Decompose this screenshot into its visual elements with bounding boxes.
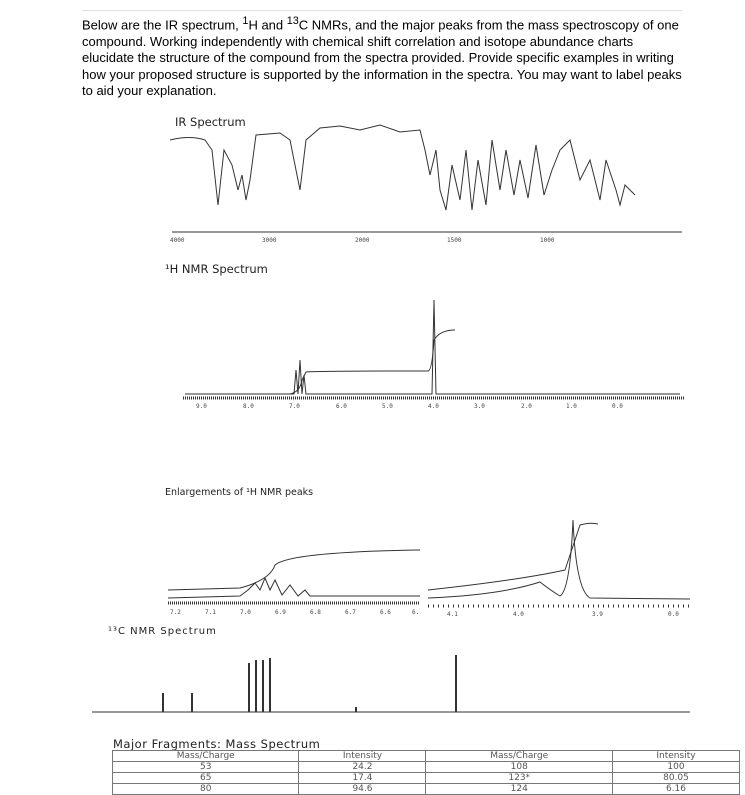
cnmr-title: ¹³C NMR Spectrum [108,626,217,637]
hnmr-tick: 5.0 [382,403,393,410]
enlarge-tick: 0.0 [668,611,679,618]
ir-tick: 1500 [447,237,462,244]
text: Intensity [299,751,426,762]
hnmr-tick: 9.0 [196,403,207,410]
enlarge-tick: 6.9 [275,609,286,616]
hnmr-integral [290,330,455,394]
text: 94.6 [299,784,426,795]
enlarge-tick: 6.8 [310,609,321,616]
hnmr-tick: 8.0 [243,403,254,410]
text: H and [248,17,287,33]
enlarge-tick: 4.1 [447,611,458,618]
hnmr-tick: 4.0 [428,403,439,410]
hnmr-tick: 7.0 [289,403,300,410]
hnmr-tick: 2.0 [521,403,532,410]
text: 100 [612,762,739,773]
text: 108 [426,762,612,773]
text: 124 [426,784,612,795]
text: 17.4 [299,773,426,784]
enlarge-tick: 6.6 [380,609,391,616]
enlarge-right-trace [428,520,690,599]
hnmr-trace [185,300,680,394]
text: 80 [113,784,299,795]
enlarge-tick: 6. [412,609,420,616]
enlargement-title: Enlargements of ¹H NMR peaks [165,487,314,498]
text: 123* [426,773,612,784]
mass-spectrum-table [112,750,740,795]
ir-tick: 2000 [355,237,370,244]
table-row [113,773,740,784]
enlarge-tick: 7.1 [205,609,216,616]
text: 24.2 [299,762,426,773]
text: 6.16 [612,784,739,795]
text: Mass/Charge [426,751,612,762]
mass-title: Major Fragments: Mass Spectrum [113,737,321,751]
text: 1 [242,15,249,27]
hnmr-tick: 3.0 [474,403,485,410]
text: 65 [113,773,299,784]
hnmr-tick: 0.0 [612,403,623,410]
text: Below are the IR spectrum, [82,17,243,33]
enlarge-tick: 7.0 [240,609,251,616]
text: Mass/Charge [113,751,299,762]
hnmr-tick: 6.0 [336,403,347,410]
ir-tick: 3000 [262,237,277,244]
hnmr-title: ¹H NMR Spectrum [165,262,268,276]
text: 13 [286,15,299,27]
enlarge-left-integral [168,550,420,590]
hnmr-tick: 1.0 [566,403,577,410]
enlarge-left-trace [168,578,420,598]
ir-trace [170,125,635,210]
enlarge-tick: 7.2 [170,609,181,616]
enlarge-tick: 3.9 [592,611,603,618]
enlarge-tick: 4.0 [513,611,524,618]
cnmr-peaks [163,655,456,712]
ir-title: IR Spectrum [175,115,246,129]
enlarge-tick: 6.7 [345,609,356,616]
text: 80.05 [612,773,739,784]
text: Intensity [612,751,739,762]
text: 53 [113,762,299,773]
text: C NMRs, and the major peaks from the mass spectroscopy of one compound. Working independently with chemical shift correlation and isotope abundance charts elucidate the structure of the compound from the spectra provided. Provide specific examples in writing how your proposed structure is supported by the information in the spectra. You may want to label peaks to aid your explanation. [82,17,682,99]
ir-tick: 4000 [170,237,185,244]
table-row [113,762,740,773]
ir-tick: 1000 [540,237,555,244]
